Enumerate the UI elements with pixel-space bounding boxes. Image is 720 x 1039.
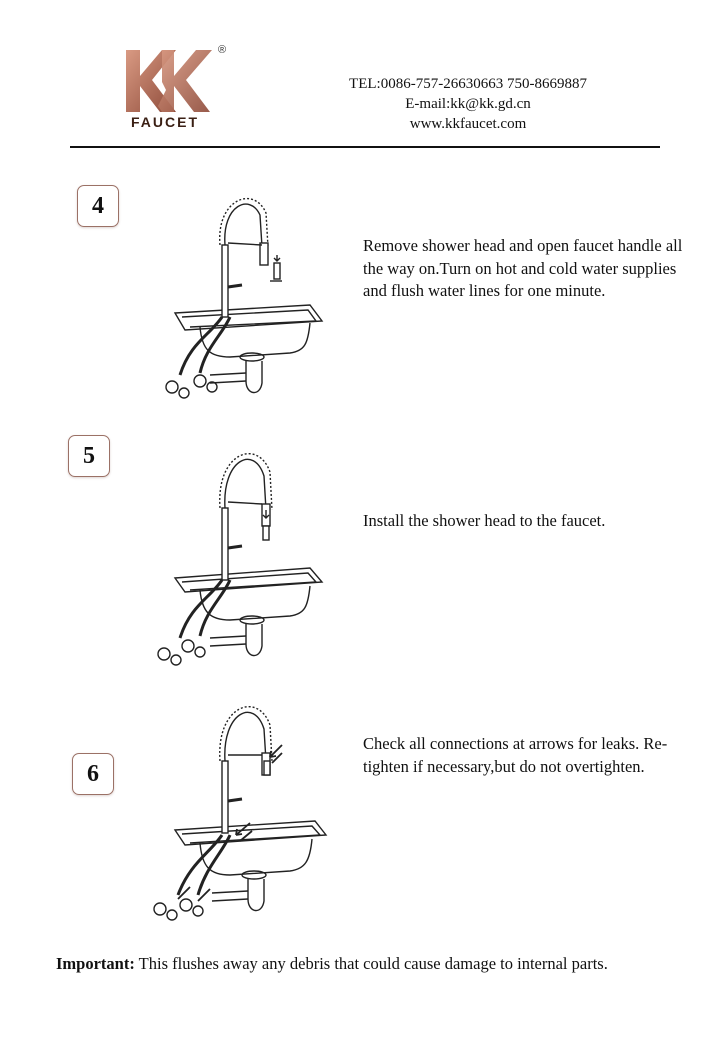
step-6-number: 6 <box>72 753 114 795</box>
contact-website: www.kkfaucet.com <box>409 116 527 132</box>
kk-logo-icon <box>118 46 218 116</box>
faucet-sink-icon <box>150 185 340 410</box>
important-label: Important: <box>56 954 135 973</box>
step-5-instruction: Install the shower head to the faucet. <box>363 511 606 530</box>
registered-mark: ® <box>218 44 227 56</box>
step-5-illustration <box>150 440 340 668</box>
faucet-sink-icon <box>150 695 340 927</box>
important-text: This flushes away any debris that could cause damage to internal parts. <box>134 954 608 973</box>
step-6-instruction: Check all connections at arrows for leaks. Re-tighten if necessary,but do not overtighten. <box>363 734 668 776</box>
step-4-number: 4 <box>77 185 119 227</box>
logo-brand-text: FAUCET <box>131 114 199 130</box>
faucet-sink-icon <box>150 440 340 668</box>
step-4-instruction: Remove shower head and open faucet handle all the way on.Turn on hot and cold water supplies and flush water lines for one minute. <box>363 236 683 300</box>
contact-email: E-mail:kk@kk.gd.cn <box>405 96 531 112</box>
step-6-illustration <box>150 695 340 927</box>
step-4-illustration <box>150 185 340 410</box>
company-logo <box>118 46 228 132</box>
important-note <box>56 954 696 974</box>
contact-tel: TEL:0086-757-26630663 750-8669887 <box>349 76 587 92</box>
contact-info <box>320 74 616 134</box>
step-5-number: 5 <box>68 435 110 477</box>
header-divider <box>70 146 660 148</box>
